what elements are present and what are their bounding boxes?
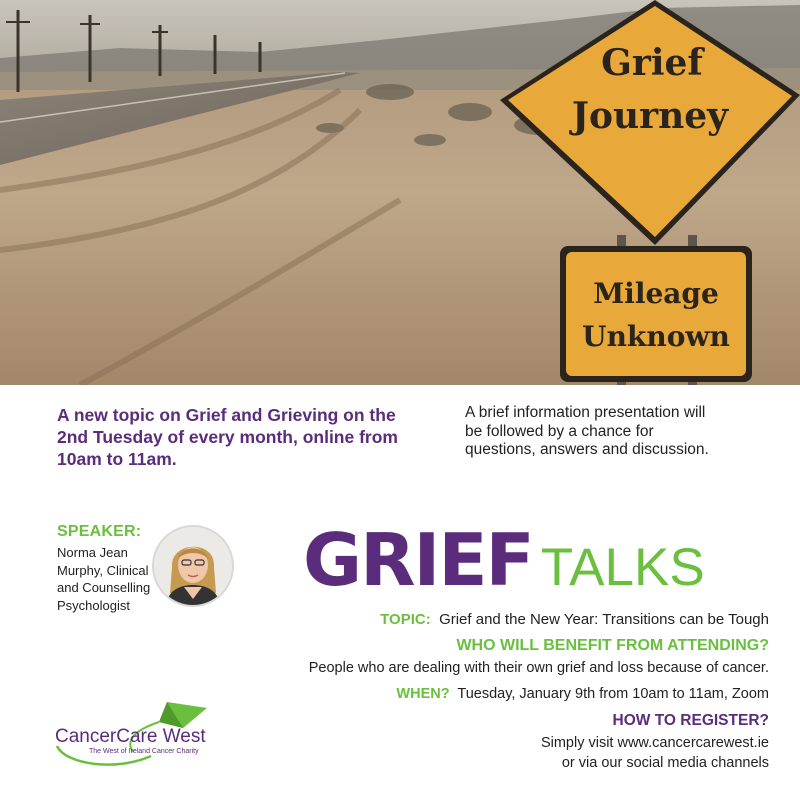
intro-text: A new topic on Grief and Grieving on the 2nd Tuesday of every month, online from 10am to 11am. — [57, 405, 398, 469]
speaker-avatar — [152, 525, 234, 607]
topic-line — [380, 611, 769, 628]
topic-text: Grief and the New Year: Transitions can be Tough — [439, 611, 769, 628]
title-talks: TALKS — [540, 538, 705, 597]
when-text: Tuesday, January 9th from 10am to 11am, Zoom — [457, 686, 769, 702]
mileage-unknown-sign — [560, 246, 752, 382]
speaker-name: Norma Jean Murphy, Clinical and Counselling Psychologist — [57, 545, 151, 613]
grief-talks-title — [303, 518, 705, 606]
register-line-1: Simply visit www.cancercarewest.ie — [540, 735, 769, 751]
svg-text:Mileage: Mileage — [593, 277, 719, 310]
hero-image — [0, 0, 800, 385]
logo-tagline: The West of Ireland Cancer Charity — [89, 748, 199, 755]
register-heading: HOW TO REGISTER? — [612, 712, 769, 729]
cancer-care-west-logo — [55, 700, 225, 770]
when-line — [396, 686, 769, 702]
svg-text:Journey: Journey — [571, 95, 729, 137]
title-grief: GRIEF — [303, 518, 533, 602]
register-text — [541, 734, 769, 773]
when-label: WHEN? — [396, 686, 450, 702]
svg-text:Unknown: Unknown — [582, 320, 730, 353]
speaker-label: SPEAKER: — [57, 523, 142, 540]
logo-name: CancerCare West — [55, 726, 206, 747]
topic-label: TOPIC: — [380, 611, 431, 628]
brief-description: A brief information presentation will be followed by a chance for questions, answers and discussion. — [465, 404, 709, 458]
register-line-2: or via our social media channels — [561, 754, 769, 771]
benefit-heading: WHO WILL BENEFIT FROM ATTENDING? — [456, 637, 769, 654]
speaker-portrait — [154, 527, 232, 605]
benefit-text: People who are dealing with their own grief and loss because of cancer. — [308, 660, 769, 676]
road-sign-illustration — [0, 0, 800, 385]
svg-text:Grief: Grief — [601, 42, 703, 84]
